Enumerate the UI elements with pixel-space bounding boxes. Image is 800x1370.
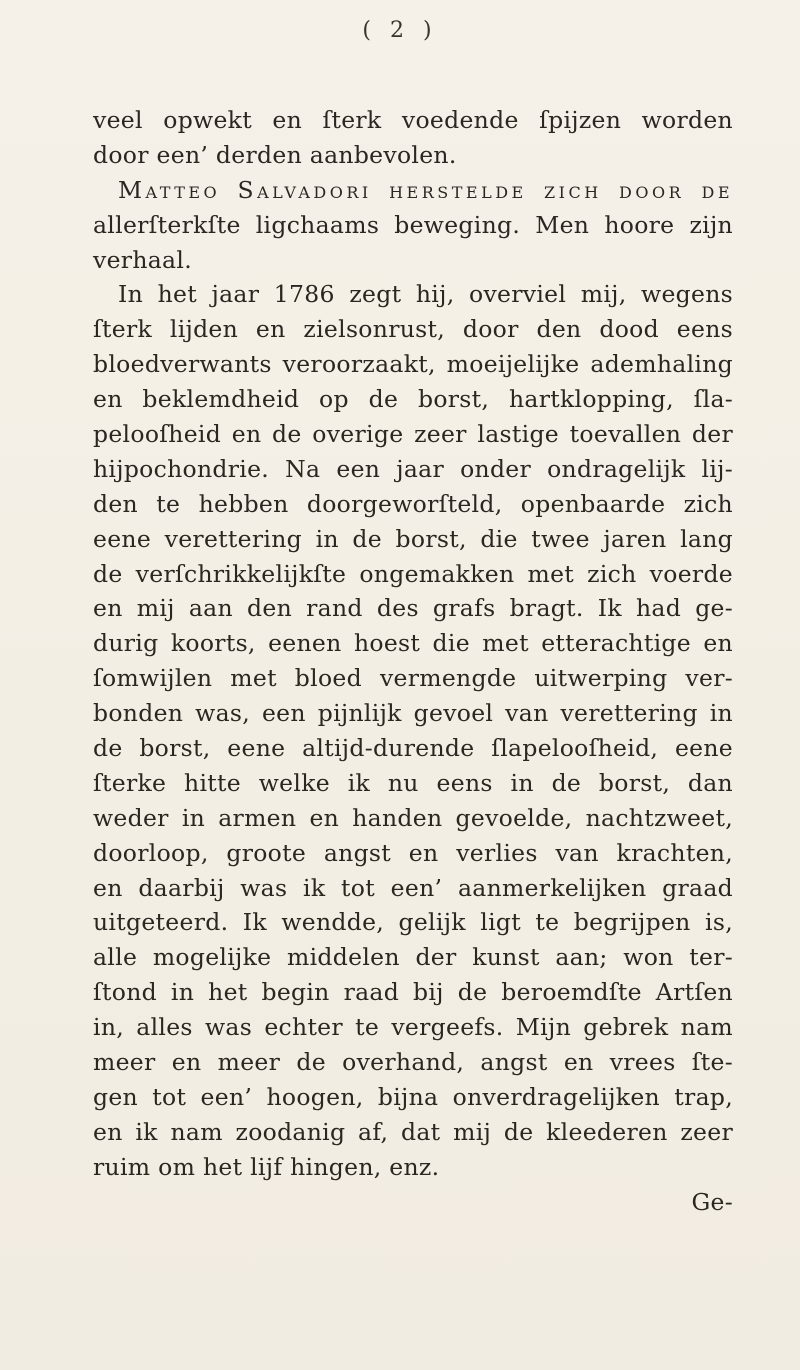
text-line: door een’ derden aanbevolen. bbox=[93, 140, 457, 169]
text-line: bonden was, een pijnlijk gevoel van verettering in bbox=[93, 699, 733, 728]
text-line: de borst, eene altijd-durende ſlapelooſheid, eene bbox=[93, 734, 733, 763]
text-line: In het jaar 1786 zegt hij, overviel mij, wegens bbox=[118, 280, 733, 309]
text-line: weder in armen en handen gevoelde, nachtzweet, bbox=[93, 803, 733, 832]
text-line: ſterk lijden en zielsonrust, door den dood eens bbox=[93, 315, 733, 344]
text-line: en mij aan den rand des grafs bragt. Ik had ge- bbox=[93, 594, 733, 623]
page-number: ( 2 ) bbox=[362, 18, 438, 43]
catchword: Ge- bbox=[691, 1187, 733, 1216]
text-line: ſomwijlen met bloed vermengde uitwerping ver- bbox=[93, 664, 733, 693]
text-line-name: Matteo Salvadori herſtelde zich door de bbox=[118, 175, 733, 204]
text-line: alle mogelijke middelen der kunst aan; won ter- bbox=[93, 943, 733, 972]
text-line: de verſchrikkelijkſte ongemakken met zich voerde bbox=[93, 559, 733, 588]
text-line: ſterke hitte welke ik nu eens in de borst, dan bbox=[93, 768, 733, 797]
text-line: en ik nam zoodanig af, dat mij de kleederen zeer bbox=[93, 1117, 733, 1146]
text-line: gen tot een’ hoogen, bijna onverdragelijken trap, bbox=[93, 1082, 733, 1111]
body-text bbox=[93, 103, 733, 1220]
text-line: den te hebben doorgeworſteld, openbaarde zich bbox=[93, 489, 733, 518]
text-line: en beklemdheid op de borst, hartklopping, ſla- bbox=[93, 385, 733, 414]
text-line: meer en meer de overhand, angst en vrees ſte- bbox=[93, 1048, 733, 1077]
text-line: pelooſheid en de overige zeer lastige toevallen der bbox=[93, 420, 733, 449]
text-line: doorloop, groote angst en verlies van krachten, bbox=[93, 838, 733, 867]
text-line: uitgeteerd. Ik wendde, gelijk ligt te begrijpen is, bbox=[93, 908, 733, 937]
text-line: in, alles was echter te vergeefs. Mijn gebrek nam bbox=[93, 1013, 733, 1042]
text-line: veel opwekt en ſterk voedende ſpijzen worden bbox=[93, 106, 733, 134]
text-line: hijpochondrie. Na een jaar onder ondragelijk lij- bbox=[93, 454, 733, 483]
text-line: en daarbij was ik tot een’ aanmerkelijken graad bbox=[93, 873, 733, 902]
text-line: bloedverwants veroorzaakt, moeijelijke ademhaling bbox=[93, 350, 733, 379]
text-line: durig koorts, eenen hoest die met etterachtige en bbox=[93, 629, 733, 658]
text-line: ruim om het lijf hingen, enz. bbox=[93, 1152, 440, 1181]
text-line: ſtond in het begin raad bij de beroemdſte Artſen bbox=[93, 978, 733, 1007]
text-line: verhaal. bbox=[93, 245, 192, 274]
text-line: eene verettering in de borst, die twee jaren lang bbox=[93, 524, 733, 553]
text-line: allerſterkſte ligchaams beweging. Men hoore zijn bbox=[93, 210, 733, 239]
